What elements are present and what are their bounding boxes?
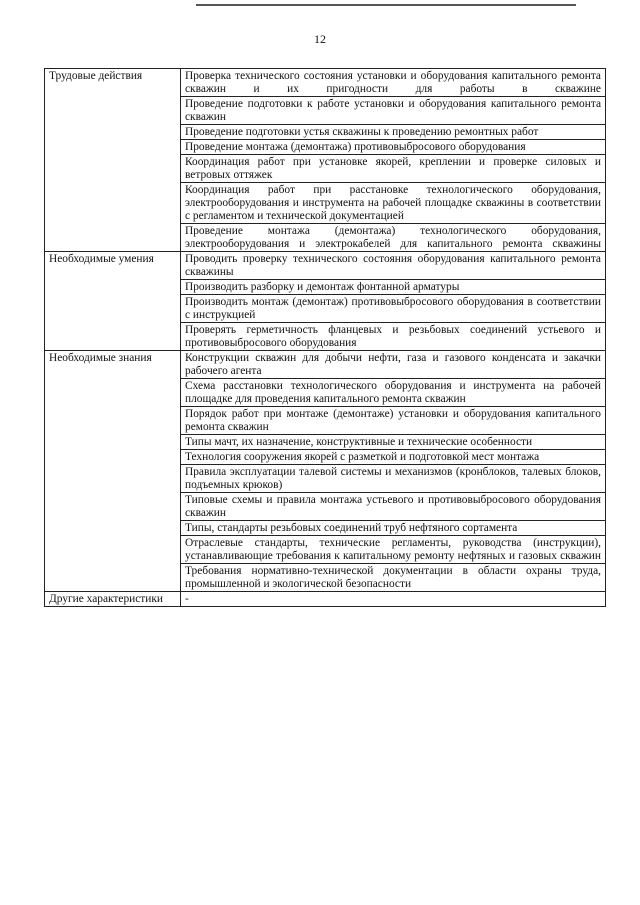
requirement-item: Конструкции скважин для добычи нефти, газа и газового конденсата и закачки рабочего агента — [181, 351, 606, 379]
requirement-item: Проведение монтажа (демонтажа) противовыбросового оборудования — [181, 140, 606, 155]
section-label-labor-actions: Трудовые действия — [45, 69, 181, 252]
table-row — [45, 252, 606, 280]
requirement-item: Проверять герметичность фланцевых и резьбовых соединений устьевого и противовыбросового оборудования — [181, 323, 606, 351]
requirement-item: - — [181, 592, 606, 607]
requirement-item: Отраслевые стандарты, технические регламенты, руководства (инструкции), устанавливающие требования к капитальному ремонту нефтяных и газовых скважин — [181, 536, 606, 564]
requirement-item: Проведение подготовки к работе установки и оборудования капитального ремонта скважин — [181, 97, 606, 125]
requirement-item: Проведение подготовки устья скважины к проведению ремонтных работ — [181, 125, 606, 140]
requirement-item: Проведение монтажа (демонтажа) технологического оборудования, электрооборудования и электрокабелей для капитального ремонта скважины — [181, 224, 606, 252]
requirement-item: Типовые схемы и правила монтажа устьевого и противовыбросового оборудования скважин — [181, 493, 606, 521]
section-label-other-characteristics: Другие характеристики — [45, 592, 181, 607]
requirement-item: Типы мачт, их назначение, конструктивные и технические особенности — [181, 435, 606, 450]
requirement-item: Схема расстановки технологического оборудования и инструмента на рабочей площадке для проведения капитального ремонта скважин — [181, 379, 606, 407]
table-body — [45, 69, 606, 607]
requirement-item: Порядок работ при монтаже (демонтаже) установки и оборудования капитального ремонта скважин — [181, 407, 606, 435]
labor-functions-table — [44, 68, 606, 607]
requirement-item: Требования нормативно-технической документации в области охраны труда, промышленной и экологической безопасности — [181, 564, 606, 592]
table-row — [45, 351, 606, 379]
requirement-item: Типы, стандарты резьбовых соединений труб нефтяного сортамента — [181, 521, 606, 536]
requirement-item: Правила эксплуатации талевой системы и механизмов (кронблоков, талевых блоков, подъемных крюков) — [181, 465, 606, 493]
requirement-item: Проводить проверку технического состояния оборудования капитального ремонта скважины — [181, 252, 606, 280]
page-number: 12 — [314, 32, 326, 46]
section-label-required-skills: Необходимые умения — [45, 252, 181, 351]
requirement-item: Проверка технического состояния установки и оборудования капитального ремонта скважин и их пригодности для работы в скважине — [181, 69, 606, 97]
table-row — [45, 69, 606, 97]
requirement-item: Координация работ при установке якорей, креплении и проверке силовых и ветровых оттяжек — [181, 155, 606, 183]
section-label-required-knowledge: Необходимые знания — [45, 351, 181, 592]
table-row — [45, 592, 606, 607]
requirement-item: Координация работ при расстановке технологического оборудования, электрооборудования и инструмента на рабочей площадке скважины в соответствии с регламентом и технической документацией — [181, 183, 606, 224]
requirement-item: Технология сооружения якорей с разметкой и подготовкой мест монтажа — [181, 450, 606, 465]
requirement-item: Производить разборку и демонтаж фонтанной арматуры — [181, 280, 606, 295]
requirement-item: Производить монтаж (демонтаж) противовыбросового оборудования в соответствии с инструкцией — [181, 295, 606, 323]
scan-top-rule — [196, 4, 576, 6]
